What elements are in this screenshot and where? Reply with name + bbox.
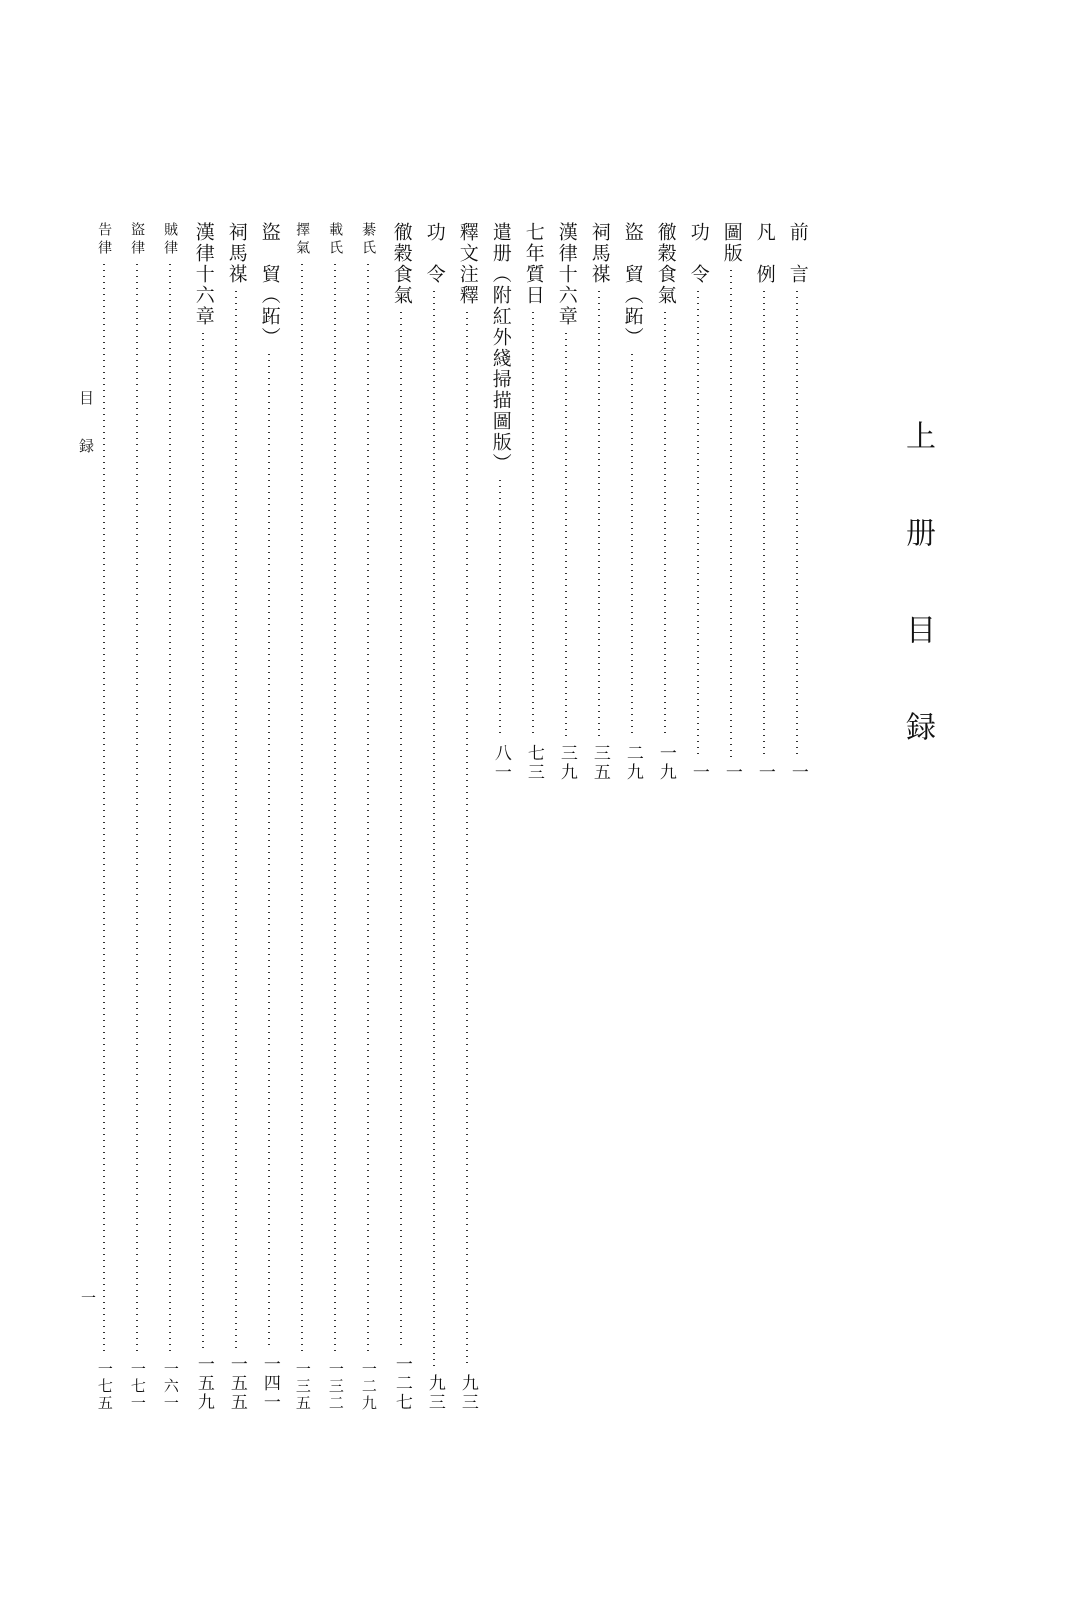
toc-entry-page-number: 一	[688, 763, 709, 782]
toc-entry[interactable]	[450, 222, 484, 1412]
toc-entry[interactable]	[186, 222, 220, 1412]
toc-entry-page-number: 一	[754, 763, 775, 782]
toc-entry[interactable]	[87, 222, 121, 1412]
toc-entry-label: 擇氣	[294, 222, 311, 258]
toc-entry[interactable]	[516, 222, 550, 782]
toc-entry[interactable]	[153, 222, 187, 1412]
toc-entry-label: 凡 例	[753, 222, 776, 285]
toc-entry-page-number: 八一	[490, 744, 511, 782]
toc-entry[interactable]	[384, 222, 418, 1412]
toc-entry-page-number: 一三二	[326, 1361, 345, 1412]
toc-entry-label: 漢律十六章	[192, 222, 215, 327]
toc-entry-label: 功 令	[687, 222, 710, 285]
toc-leader-dots	[202, 333, 204, 1349]
toc-entry-page-number: 一二七	[391, 1355, 412, 1412]
toc-entry[interactable]	[681, 222, 715, 782]
toc-entry[interactable]	[780, 222, 814, 782]
toc-entry-label: 七年質日	[522, 222, 545, 306]
toc-leader-dots	[103, 264, 105, 1355]
toc-entry[interactable]	[417, 222, 451, 1412]
toc-entry-label: 徹穀食氣	[654, 222, 677, 306]
toc-entry-label: 告律	[96, 222, 113, 258]
toc-entry-page-number: 七三	[523, 744, 544, 782]
toc-leader-dots	[136, 264, 138, 1355]
toc-entry-page-number: 一	[787, 763, 808, 782]
toc-entry-label: 功 令	[423, 222, 446, 285]
toc-entry-page-number: 一四一	[259, 1355, 280, 1412]
toc-entry[interactable]	[219, 222, 253, 1412]
toc-entry[interactable]	[285, 222, 319, 1412]
toc-entry-page-number: 一九	[655, 744, 676, 782]
toc-leader-dots	[565, 333, 567, 738]
toc-entry[interactable]	[615, 222, 649, 782]
toc-entry[interactable]	[648, 222, 682, 782]
toc-leader-dots	[334, 264, 336, 1355]
toc-entry-page-number: 一七一	[128, 1361, 147, 1412]
toc-entry-page-number: 一二九	[359, 1361, 378, 1412]
page-title: 上 册 目 録	[900, 420, 935, 757]
toc-entry-label: 遣册（附紅外綫掃描圖版）	[489, 222, 512, 474]
toc-leader-dots	[400, 312, 402, 1349]
toc-entry-label: 盜 貿（跖）	[258, 222, 281, 348]
toc-entry[interactable]	[582, 222, 616, 782]
toc-entry[interactable]	[714, 222, 748, 782]
toc-entry-label: 綦氏	[360, 222, 377, 258]
toc-entry-label: 賊律	[162, 222, 179, 258]
toc-leader-dots	[631, 354, 633, 738]
toc-entry-page-number: 二九	[622, 744, 643, 782]
toc-leader-dots	[301, 264, 303, 1355]
toc-leader-dots	[730, 270, 732, 757]
toc-entry-page-number: 一六一	[161, 1361, 180, 1412]
toc-entry[interactable]	[252, 222, 286, 1412]
toc-entry-label: 漢律十六章	[555, 222, 578, 327]
folio-number: 一	[79, 1290, 97, 1305]
toc-entry-label: 釋文注釋	[456, 222, 479, 306]
toc-entry-page-number: 九三	[424, 1374, 445, 1412]
toc-entry-label: 盜 貿（跖）	[621, 222, 644, 348]
toc-leader-dots	[697, 291, 699, 757]
toc-entry[interactable]	[351, 222, 385, 1412]
toc-entry-label: 祠馬禖	[225, 222, 248, 285]
toc-entry-page-number: 一三五	[293, 1361, 312, 1412]
toc-entry-page-number: 九三	[457, 1374, 478, 1412]
toc-entry[interactable]	[318, 222, 352, 1412]
toc-entry-page-number: 三九	[556, 744, 577, 782]
toc-entry-label: 圖版	[720, 222, 743, 264]
toc-leader-dots	[598, 291, 600, 738]
toc-leader-dots	[367, 264, 369, 1355]
toc-entry-page-number: 一	[721, 763, 742, 782]
toc-leader-dots	[268, 354, 270, 1349]
toc-leader-dots	[466, 312, 468, 1368]
toc-entry-page-number: 一七五	[95, 1361, 114, 1412]
toc-leader-dots	[532, 312, 534, 738]
running-head: 目 録	[77, 390, 95, 462]
toc-entry[interactable]	[483, 222, 517, 782]
toc-leader-dots	[664, 312, 666, 738]
toc-entry[interactable]	[747, 222, 781, 782]
toc-entry-label: 載氏	[327, 222, 344, 258]
toc-leader-dots	[169, 264, 171, 1355]
toc-leader-dots	[235, 291, 237, 1349]
toc-leader-dots	[433, 291, 435, 1368]
toc-entry-page-number: 三五	[589, 744, 610, 782]
toc-entry[interactable]	[120, 222, 154, 1412]
toc-entry-label: 徹穀食氣	[390, 222, 413, 306]
toc-entry-page-number: 一五五	[226, 1355, 247, 1412]
toc-entry-label: 祠馬禖	[588, 222, 611, 285]
toc-leader-dots	[763, 291, 765, 757]
toc-leader-dots	[796, 291, 798, 757]
toc-entry-label: 前 言	[786, 222, 809, 285]
toc-entry[interactable]	[549, 222, 583, 782]
toc-leader-dots	[499, 480, 501, 738]
toc-entry-page-number: 一五九	[193, 1355, 214, 1412]
toc-entry-label: 盜律	[129, 222, 146, 258]
